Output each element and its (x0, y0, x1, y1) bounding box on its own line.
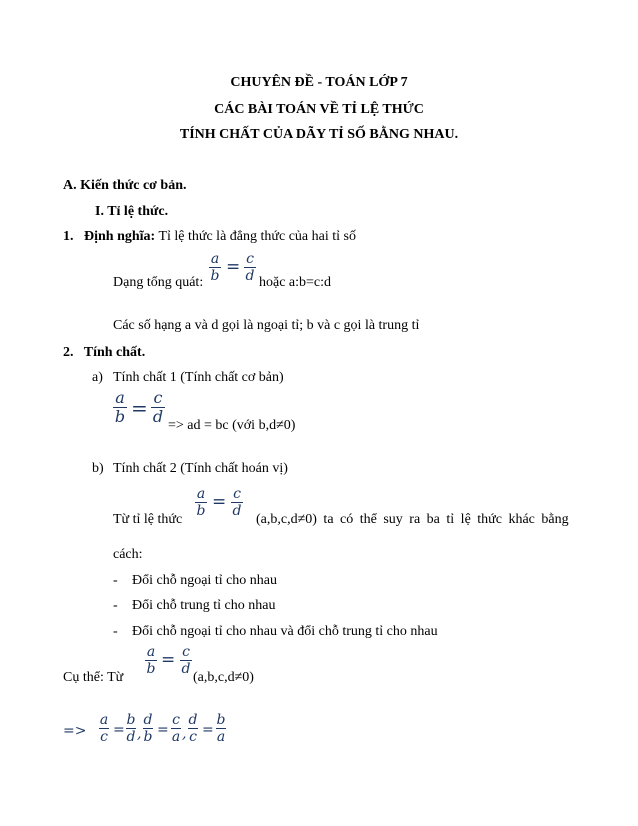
numerator: b (126, 712, 136, 728)
fraction-c-over-d (180, 645, 192, 676)
definition-line (63, 230, 356, 244)
numerator: a (210, 251, 220, 267)
property-b-label: b) (92, 461, 104, 476)
fraction-b-over-a (216, 713, 226, 744)
denominator: d (232, 503, 242, 519)
title-line-1: CHUYÊN ĐỀ - TOÁN LỚP 7 (230, 75, 408, 90)
fraction-b-over-d (126, 713, 136, 744)
denominator: b (114, 407, 126, 426)
properties-number: 2. (63, 345, 74, 360)
comma: , (182, 726, 187, 742)
denominator: b (196, 503, 206, 519)
fraction-d-over-b (143, 713, 153, 744)
equals-sign: = (113, 722, 125, 738)
fraction-a-over-c (99, 713, 109, 744)
title-line-2: CÁC BÀI TOÁN VỀ TỈ LỆ THỨC (214, 102, 424, 117)
fraction-d-over-c (188, 713, 198, 744)
numerator: d (143, 712, 153, 728)
denominator: c (100, 729, 108, 745)
terms-definition: Các số hạng a và d gọi là ngoại tỉ; b và c gọi là trung tỉ (113, 318, 420, 333)
general-form-label: Dạng tổng quát: (113, 275, 204, 290)
properties-title: Tính chất. (83, 345, 146, 360)
denominator: a (171, 729, 181, 745)
list-item-dash: - (113, 624, 118, 639)
denominator: d (181, 661, 191, 677)
denominator: d (126, 729, 136, 745)
property-a-result: => ad = bc (với b,d≠0) (168, 418, 296, 433)
fraction-a-over-b (113, 390, 127, 425)
implies-arrow: => (63, 723, 87, 739)
denominator: c (189, 729, 197, 745)
specific-label: Cụ thể: Từ (63, 670, 124, 685)
list-item: Đổi chỗ ngoại tỉ cho nhau và đổi chỗ trung tỉ cho nhau (132, 624, 438, 639)
property-b-cach: cách: (113, 547, 143, 562)
comma: , (137, 726, 142, 742)
equals-sign: = (161, 650, 176, 670)
numerator: c (153, 388, 163, 407)
fraction-a-over-b (145, 645, 157, 676)
title-line-3: TÍNH CHẤT CỦA DÃY TỈ SỐ BẰNG NHAU. (179, 127, 459, 142)
denominator: b (143, 729, 153, 745)
fraction-c-over-d (244, 252, 256, 283)
equals-sign: = (212, 492, 227, 512)
properties-heading (63, 346, 145, 360)
numerator: c (233, 486, 241, 502)
list-item-dash: - (113, 573, 118, 588)
denominator: b (146, 661, 156, 677)
equals-sign: = (157, 722, 169, 738)
list-item: Đổi chỗ trung tỉ cho nhau (132, 598, 276, 613)
definition-text: Tỉ lệ thức là đẳng thức của hai tỉ số (155, 229, 356, 244)
fraction-a-over-b (195, 487, 207, 518)
list-item: Đổi chỗ ngoại tỉ cho nhau (132, 573, 278, 588)
property-a-label: a) (92, 370, 103, 385)
numerator: c (172, 712, 180, 728)
fraction-c-over-d (231, 487, 243, 518)
equals-sign: = (226, 257, 241, 277)
list-item-dash: - (113, 598, 118, 613)
numerator: a (115, 388, 125, 407)
property-b-from: Từ tỉ lệ thức (113, 512, 183, 527)
section-i-heading: I. Tỉ lệ thức. (95, 204, 169, 219)
property-b-condition: (a,b,c,d≠0) ta có thể suy ra ba tỉ lệ thức khác bằng (256, 512, 569, 527)
fraction-c-over-d (151, 390, 165, 425)
denominator: a (216, 729, 226, 745)
property-a-title: Tính chất 1 (Tính chất cơ bản) (113, 370, 284, 385)
property-b-title: Tính chất 2 (Tính chất hoán vị) (113, 461, 288, 476)
equals-sign: = (202, 722, 214, 738)
general-form-alt: hoặc a:b=c:d (259, 275, 332, 290)
numerator: a (146, 644, 156, 660)
numerator: a (99, 712, 109, 728)
numerator: c (246, 251, 254, 267)
definition-number: 1. (63, 229, 74, 244)
definition-label: Định nghĩa: (84, 229, 156, 244)
numerator: a (196, 486, 206, 502)
numerator: b (216, 712, 226, 728)
equals-sign: = (131, 396, 148, 420)
denominator: d (152, 407, 164, 426)
section-a-heading: A. Kiến thức cơ bản. (63, 178, 187, 193)
fraction-c-over-a (171, 713, 181, 744)
numerator: c (182, 644, 190, 660)
permutation-formula (63, 713, 243, 753)
denominator: b (210, 268, 220, 284)
denominator: d (245, 268, 255, 284)
numerator: d (188, 712, 198, 728)
specific-condition: (a,b,c,d≠0) (193, 670, 254, 685)
fraction-a-over-b (209, 252, 221, 283)
